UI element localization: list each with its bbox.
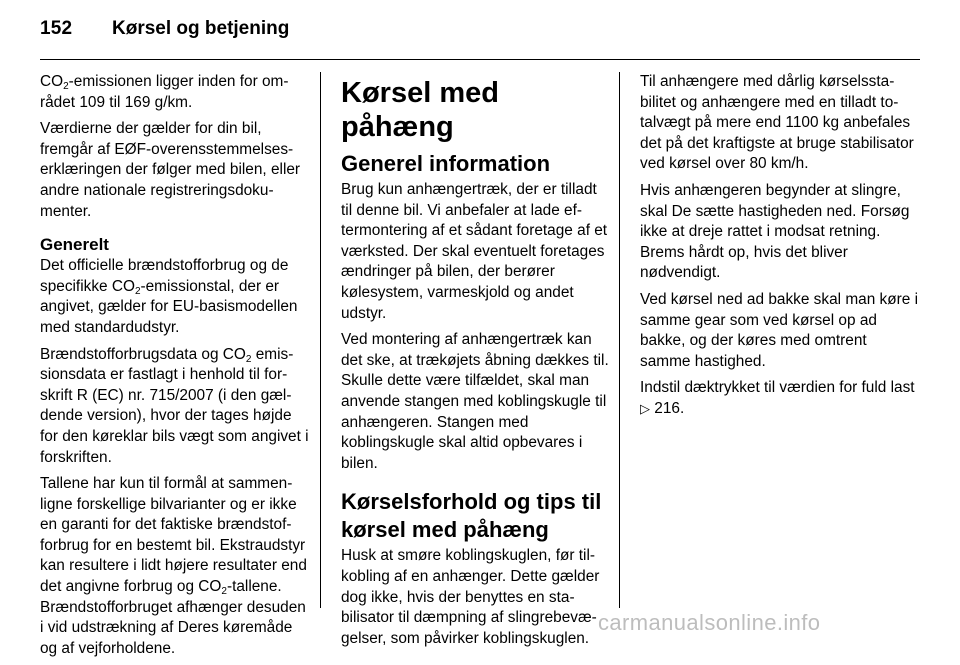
- paragraph: Til anhængere med dårlig kørselsstabilitet og anhængere med en tilladt totalvægt på mere end 1100 kg anbefales det på det kraftigste at bruge stabilisator ved kørsel over 80 km/h.: [640, 73, 914, 173]
- paragraph: Værdierne der gælder for din bil, fremgår af EØF-overensstemmelseserklæringen der følger med bilen, eller andre nationale registreringsdokumenter.: [40, 120, 301, 220]
- watermark: carmanualsonline.info: [598, 610, 821, 635]
- column-right: [640, 72, 920, 426]
- paragraph: Tallene har kun til formål at sammenligne forskellige bilvarianter og er ikke en garanti for det faktiske brændstofforbrug for en bestemt bil. Ekstraudstyr kan resultere i lidt højere resultater end det angivne forbrug og $CO_2$-tallene. Brændstofforbruget afhænger desuden i vid udstrækning af Deres køremåde og af vejforholdene.: [40, 475, 307, 657]
- paragraph: Hvis anhængeren begynder at slingre, skal De sætte hastigheden ned. Forsøg ikke at dreje rattet i modsat retning. Brems hårdt op, hvis det bliver nødvendigt.: [640, 181, 910, 282]
- page-number: 152: [40, 18, 73, 39]
- paragraph: Brændstofforbrugsdata og $CO_2$ emissionsdata er fastlagt i henhold til forskrift R (EC) nr. 715/2007 (i den gældende version), hvor der tages højde for den køreklar bils vægt som angivet i forskriften.: [40, 345, 309, 466]
- chapter-title: Kørsel og betjening: [112, 18, 290, 39]
- column-left: [40, 72, 310, 665]
- header-rule: [40, 59, 920, 60]
- paragraph: Indstil dæktrykket til værdien for fuld last ▷ 216.: [640, 378, 920, 419]
- paragraph: Det officielle brændstofforbrug og de specifikke $CO_2$-emissionstal, der er angivet, gælder for EU-basismodellen med standardudstyr.: [40, 257, 298, 336]
- page-reference-arrow-icon: ▷: [640, 400, 650, 416]
- column-divider: [619, 72, 620, 608]
- paragraph: Ved montering af anhængertræk kan det ske, at trækøjets åbning dækkes til. Skulle dette være tilfældet, skal man anvende stangen med koblingskugle til anhængeren. Stangen med koblingskugle skal altid opbevares i bilen.: [341, 331, 609, 472]
- subsection-title: Kørselsforhold og tips til kørsel med påhæng: [341, 489, 602, 543]
- page-reference[interactable]: 216.: [650, 399, 685, 417]
- column-middle: [341, 72, 611, 655]
- column-divider: [320, 72, 321, 608]
- section-heading-generelt: Generelt: [40, 235, 109, 255]
- paragraph: Husk at smøre koblingskuglen, før tilkobling af en anhænger. Dette gælder dog ikke, hvis der benyttes en stabilisator til dæmpning af slingrebevægelser, som påvirker koblingskuglen.: [341, 547, 600, 647]
- paragraph: $CO_2$-emissionen ligger inden for området 109 til 169 g/km.: [40, 73, 289, 111]
- subsection-title: Generel information: [341, 151, 551, 176]
- section-title: Kørsel med påhæng: [341, 77, 499, 143]
- paragraph: Brug kun anhængertræk, der er tilladt til denne bil. Vi anbefaler at lade eftermontering af et sådant foretage af et værksted. Der skal eventuelt foretages ændringer på bilen, der berører kølesystem, varmeskjold og andet udstyr.: [341, 181, 608, 322]
- paragraph: Ved kørsel ned ad bakke skal man køre i samme gear som ved kørsel op ad bakke, og der køres med omtrent samme hastighed.: [640, 290, 919, 370]
